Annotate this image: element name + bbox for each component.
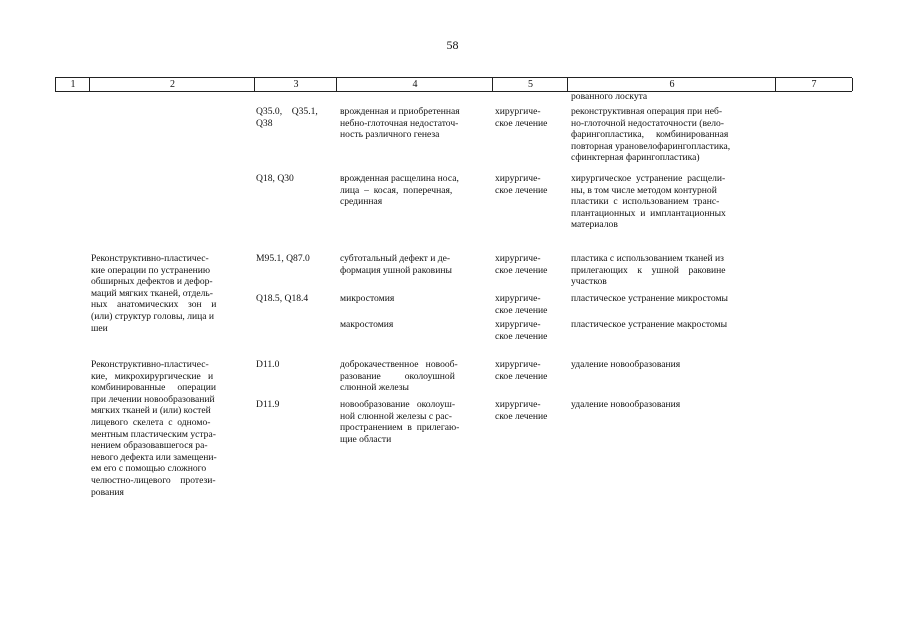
method-cell: реконструктивная операция при неб- но-глоточной недостаточности (вело- фарингопластика, комбинированная повторная урановелофарингопластика, сфинктерная фарингопластика)	[571, 106, 731, 164]
model-cell: микростомия	[340, 293, 395, 304]
header-col-2: 2	[89, 78, 255, 91]
treatment-cell: хирургиче- ское лечение	[495, 253, 548, 276]
continued-method-text: рованного лоскута	[571, 91, 648, 102]
codes-cell: M95.1, Q87.0	[256, 253, 310, 264]
method-cell: удаление новообразования	[571, 359, 681, 370]
method-cell: пластика с использованием тканей из прилегающих к ушной раковине участков	[571, 253, 726, 288]
treatment-cell: хирургиче- ское лечение	[495, 293, 548, 316]
header-col-6: 6	[567, 78, 776, 91]
header-col-3: 3	[254, 78, 337, 91]
method-cell: хирургическое устранение расщели- ны, в том числе методом контурной пластики с использованием транс- плантационных и имплантационных материалов	[571, 173, 726, 231]
treatment-cell: хирургиче- ское лечение	[495, 399, 548, 422]
treatment-cell: хирургиче- ское лечение	[495, 359, 548, 382]
treatment-cell: хирургиче- ское лечение	[495, 106, 548, 129]
model-cell: врожденная расщелина носа, лица – косая, поперечная, срединная	[340, 173, 459, 208]
header-col-4: 4	[336, 78, 493, 91]
page-number: 58	[446, 38, 459, 52]
header-col-1: 1	[55, 78, 90, 91]
procedure-group-name: Реконструктивно-пластичес- кие, микрохирургические и комбинированные операции при лечении новообразований мягких тканей и (или) костей лицевого скелета с одномо- ментным пластическим устра- нением образовавшегося ра- невого дефекта или замещени- ем его с помощью сложного челюстно-лицевого протези- рования	[91, 359, 217, 498]
model-cell: субтотальный дефект и де- формация ушной раковины	[340, 253, 452, 276]
method-cell: пластическое устранение макростомы	[571, 319, 728, 330]
procedure-group-name: Реконструктивно-пластичес- кие операции по устранению обширных дефектов и дефор- маций мягких тканей, отдель- ных анатомических зон и (или) структур головы, лица и шеи	[91, 253, 217, 334]
codes-cell: Q18, Q30	[256, 173, 294, 184]
header-col-5: 5	[492, 78, 568, 91]
codes-cell: Q18.5, Q18.4	[256, 293, 309, 304]
model-cell: врожденная и приобретенная небно-глоточная недостаточ- ность различного генеза	[340, 106, 460, 141]
treatment-cell: хирургиче- ское лечение	[495, 173, 548, 196]
model-cell: новообразование околоуш- ной слюнной железы с рас- пространением в прилегаю- щие области	[340, 399, 460, 445]
model-cell: доброкачественное новооб- разование околоушной слюнной железы	[340, 359, 458, 394]
table-header-row	[55, 77, 852, 92]
treatment-cell: хирургиче- ское лечение	[495, 319, 548, 342]
codes-cell: Q35.0, Q35.1, Q38	[256, 106, 318, 129]
method-cell: пластическое устранение микростомы	[571, 293, 728, 304]
method-cell: удаление новообразования	[571, 399, 681, 410]
codes-cell: D11.0	[256, 359, 280, 370]
model-cell: макростомия	[340, 319, 394, 330]
codes-cell: D11.9	[256, 399, 280, 410]
header-col-7: 7	[775, 78, 853, 91]
